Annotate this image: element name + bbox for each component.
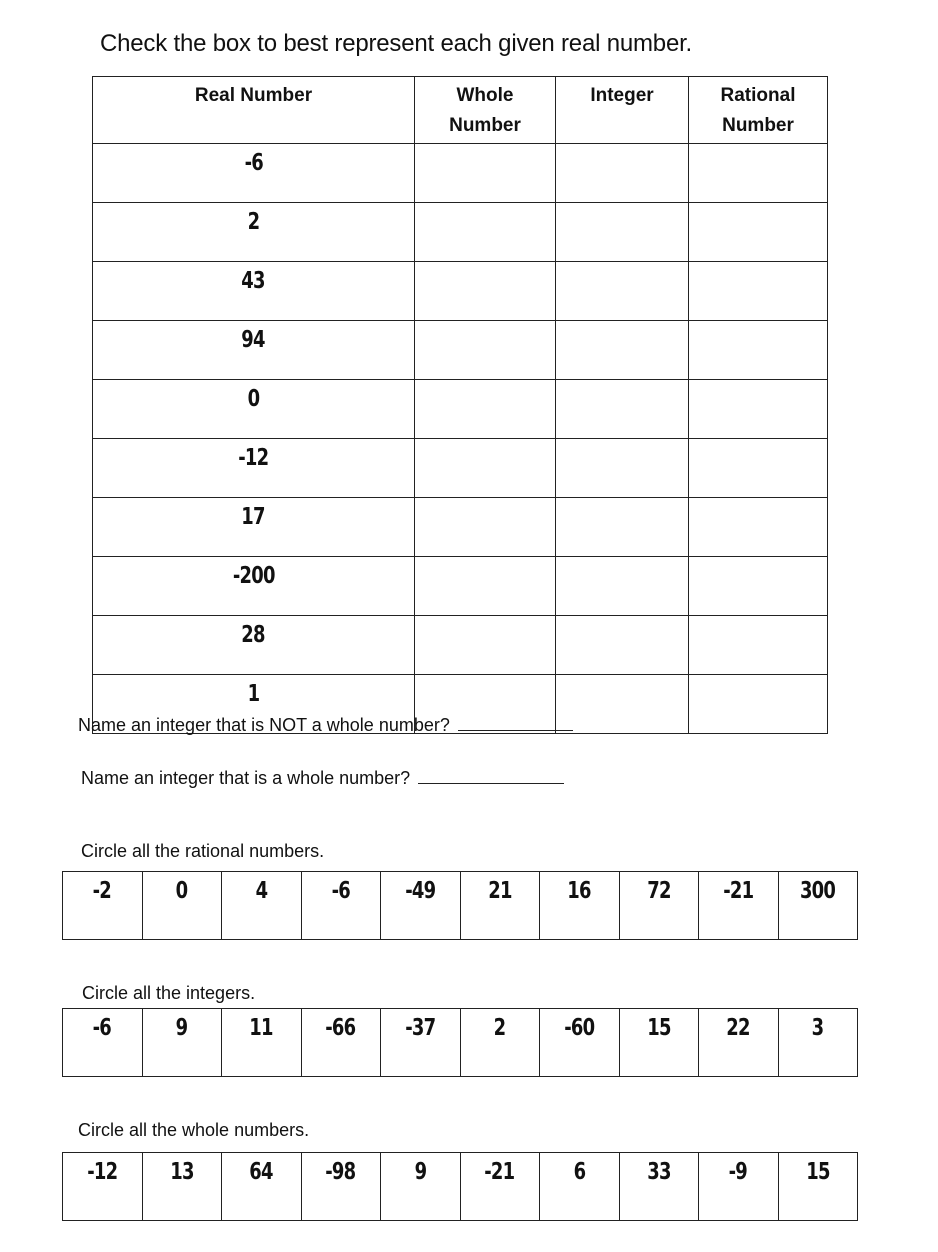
choice-value: -98 [325,1159,356,1185]
choice-value: 4 [255,878,268,904]
whole-number-checkbox[interactable] [415,439,556,498]
choice-value: 15 [806,1159,830,1185]
choice-value: 33 [647,1159,671,1185]
integer-checkbox[interactable] [556,439,689,498]
real-number-value: 2 [247,209,260,235]
choice-value: -12 [87,1159,118,1185]
integer-choice[interactable] [142,1009,222,1077]
rational-choice[interactable] [619,872,699,940]
whole-choice[interactable] [619,1153,699,1221]
rational-choice[interactable] [778,872,858,940]
rational-number-checkbox[interactable] [689,557,828,616]
integer-checkbox[interactable] [556,262,689,321]
rational-number-checkbox[interactable] [689,321,828,380]
choice-value: 0 [175,878,188,904]
whole-choice[interactable] [381,1153,461,1221]
header-rational-number-line2: Number [722,115,794,136]
integer-checkbox[interactable] [556,380,689,439]
choice-value: 300 [800,878,836,904]
real-number-value: 17 [241,504,266,530]
rational-choice[interactable] [540,872,620,940]
integer-checkbox[interactable] [556,144,689,203]
section-label-whole: Circle all the whole numbers. [78,1120,310,1140]
real-number-value: -6 [244,150,263,176]
table-row [93,616,828,675]
integer-choice[interactable] [301,1009,381,1077]
real-number-cell [93,616,415,675]
real-number-value: 94 [241,327,266,353]
choice-value: -2 [93,878,112,904]
choice-value: 9 [414,1159,427,1185]
choice-value: 15 [647,1015,671,1041]
header-whole-number [415,77,556,144]
table-row [93,557,828,616]
table-row [93,203,828,262]
header-real-number [93,77,415,144]
real-number-cell [93,557,415,616]
worksheet-instructions: Check the box to best represent each given real number. [100,30,693,57]
integers-strip [62,1008,858,1077]
rational-number-checkbox[interactable] [689,262,828,321]
question-integer-whole [81,767,564,789]
choice-value: -9 [729,1159,748,1185]
choice-value: -37 [405,1015,436,1041]
integer-checkbox[interactable] [556,675,689,734]
header-integer [556,77,689,144]
question-text: Name an integer that is a whole number? [81,768,411,788]
answer-blank-integer-whole[interactable] [418,767,564,784]
classification-table [92,76,828,734]
whole-choice[interactable] [778,1153,858,1221]
choice-value: -49 [405,878,436,904]
section-label-rational: Circle all the rational numbers. [81,841,325,861]
choice-value: 11 [249,1015,273,1041]
integer-choice[interactable] [699,1009,779,1077]
real-number-value: 43 [241,268,266,294]
choice-value: -6 [331,878,350,904]
real-number-value: 1 [247,681,260,707]
table-row [93,380,828,439]
rational-number-checkbox[interactable] [689,616,828,675]
real-number-value: -200 [232,563,275,589]
rational-number-checkbox[interactable] [689,380,828,439]
rational-number-checkbox[interactable] [689,144,828,203]
whole-choice[interactable] [63,1153,143,1221]
rational-number-checkbox[interactable] [689,675,828,734]
header-rational-number-line1: Rational [720,85,796,106]
table-row [93,439,828,498]
integer-choice[interactable] [460,1009,540,1077]
rational-choice[interactable] [222,872,302,940]
rational-choice[interactable] [381,872,461,940]
rational-choice[interactable] [699,872,779,940]
real-number-cell [93,498,415,557]
whole-number-checkbox[interactable] [415,262,556,321]
whole-number-checkbox[interactable] [415,203,556,262]
integer-choice[interactable] [619,1009,699,1077]
integer-checkbox[interactable] [556,616,689,675]
rational-choice[interactable] [460,872,540,940]
choice-value: 3 [811,1015,824,1041]
real-number-cell [93,321,415,380]
rational-choice[interactable] [301,872,381,940]
header-whole-number-line2: Number [449,115,521,136]
real-number-value: 0 [247,386,260,412]
header-integer-label: Integer [590,85,654,106]
table-row [93,262,828,321]
whole-numbers-strip [62,1152,858,1221]
real-number-cell [93,203,415,262]
real-number-cell [93,380,415,439]
real-number-cell [93,439,415,498]
choice-value: 6 [573,1159,586,1185]
rational-choice[interactable] [142,872,222,940]
choice-value: 2 [493,1015,506,1041]
rational-number-checkbox[interactable] [689,203,828,262]
integer-checkbox[interactable] [556,557,689,616]
whole-number-checkbox[interactable] [415,557,556,616]
real-number-cell [93,144,415,203]
table-row [93,144,828,203]
whole-number-checkbox[interactable] [415,616,556,675]
real-number-value: 28 [241,622,266,648]
choice-value: -6 [93,1015,112,1041]
integer-checkbox[interactable] [556,321,689,380]
choice-value: 22 [726,1015,750,1041]
real-number-cell [93,262,415,321]
integer-choice[interactable] [381,1009,461,1077]
section-label-integers: Circle all the integers. [82,983,256,1003]
header-real-number-label: Real Number [194,85,313,106]
rational-numbers-strip [62,871,858,940]
answer-blank-integer-not-whole[interactable] [458,714,573,731]
whole-number-checkbox[interactable] [415,321,556,380]
integer-choice[interactable] [778,1009,858,1077]
choice-value: 21 [488,878,512,904]
whole-number-checkbox[interactable] [415,144,556,203]
rational-choice[interactable] [63,872,143,940]
choice-value: -66 [325,1015,356,1041]
question-integer-not-whole [78,714,573,736]
integer-choice[interactable] [222,1009,302,1077]
choice-value: -21 [484,1159,515,1185]
whole-number-checkbox[interactable] [415,498,556,557]
whole-choice[interactable] [222,1153,302,1221]
choice-value: -21 [723,878,754,904]
choice-value: 9 [175,1015,188,1041]
rational-number-checkbox[interactable] [689,439,828,498]
table-row [93,498,828,557]
table-row [93,321,828,380]
integer-checkbox[interactable] [556,203,689,262]
choice-value: 64 [249,1159,273,1185]
choice-value: 72 [647,878,671,904]
whole-number-checkbox[interactable] [415,380,556,439]
rational-number-checkbox[interactable] [689,498,828,557]
integer-choice[interactable] [63,1009,143,1077]
whole-choice[interactable] [540,1153,620,1221]
whole-choice[interactable] [460,1153,540,1221]
whole-choice[interactable] [142,1153,222,1221]
whole-choice[interactable] [301,1153,381,1221]
integer-checkbox[interactable] [556,498,689,557]
table-header-row [93,77,828,144]
choice-value: 13 [170,1159,194,1185]
question-text: Name an integer that is NOT a whole number? [78,715,450,735]
choice-value: -60 [564,1015,595,1041]
choice-value: 16 [567,878,591,904]
real-number-value: -12 [238,445,269,471]
header-whole-number-line1: Whole [456,85,514,106]
whole-choice[interactable] [699,1153,779,1221]
header-rational-number [689,77,828,144]
integer-choice[interactable] [540,1009,620,1077]
